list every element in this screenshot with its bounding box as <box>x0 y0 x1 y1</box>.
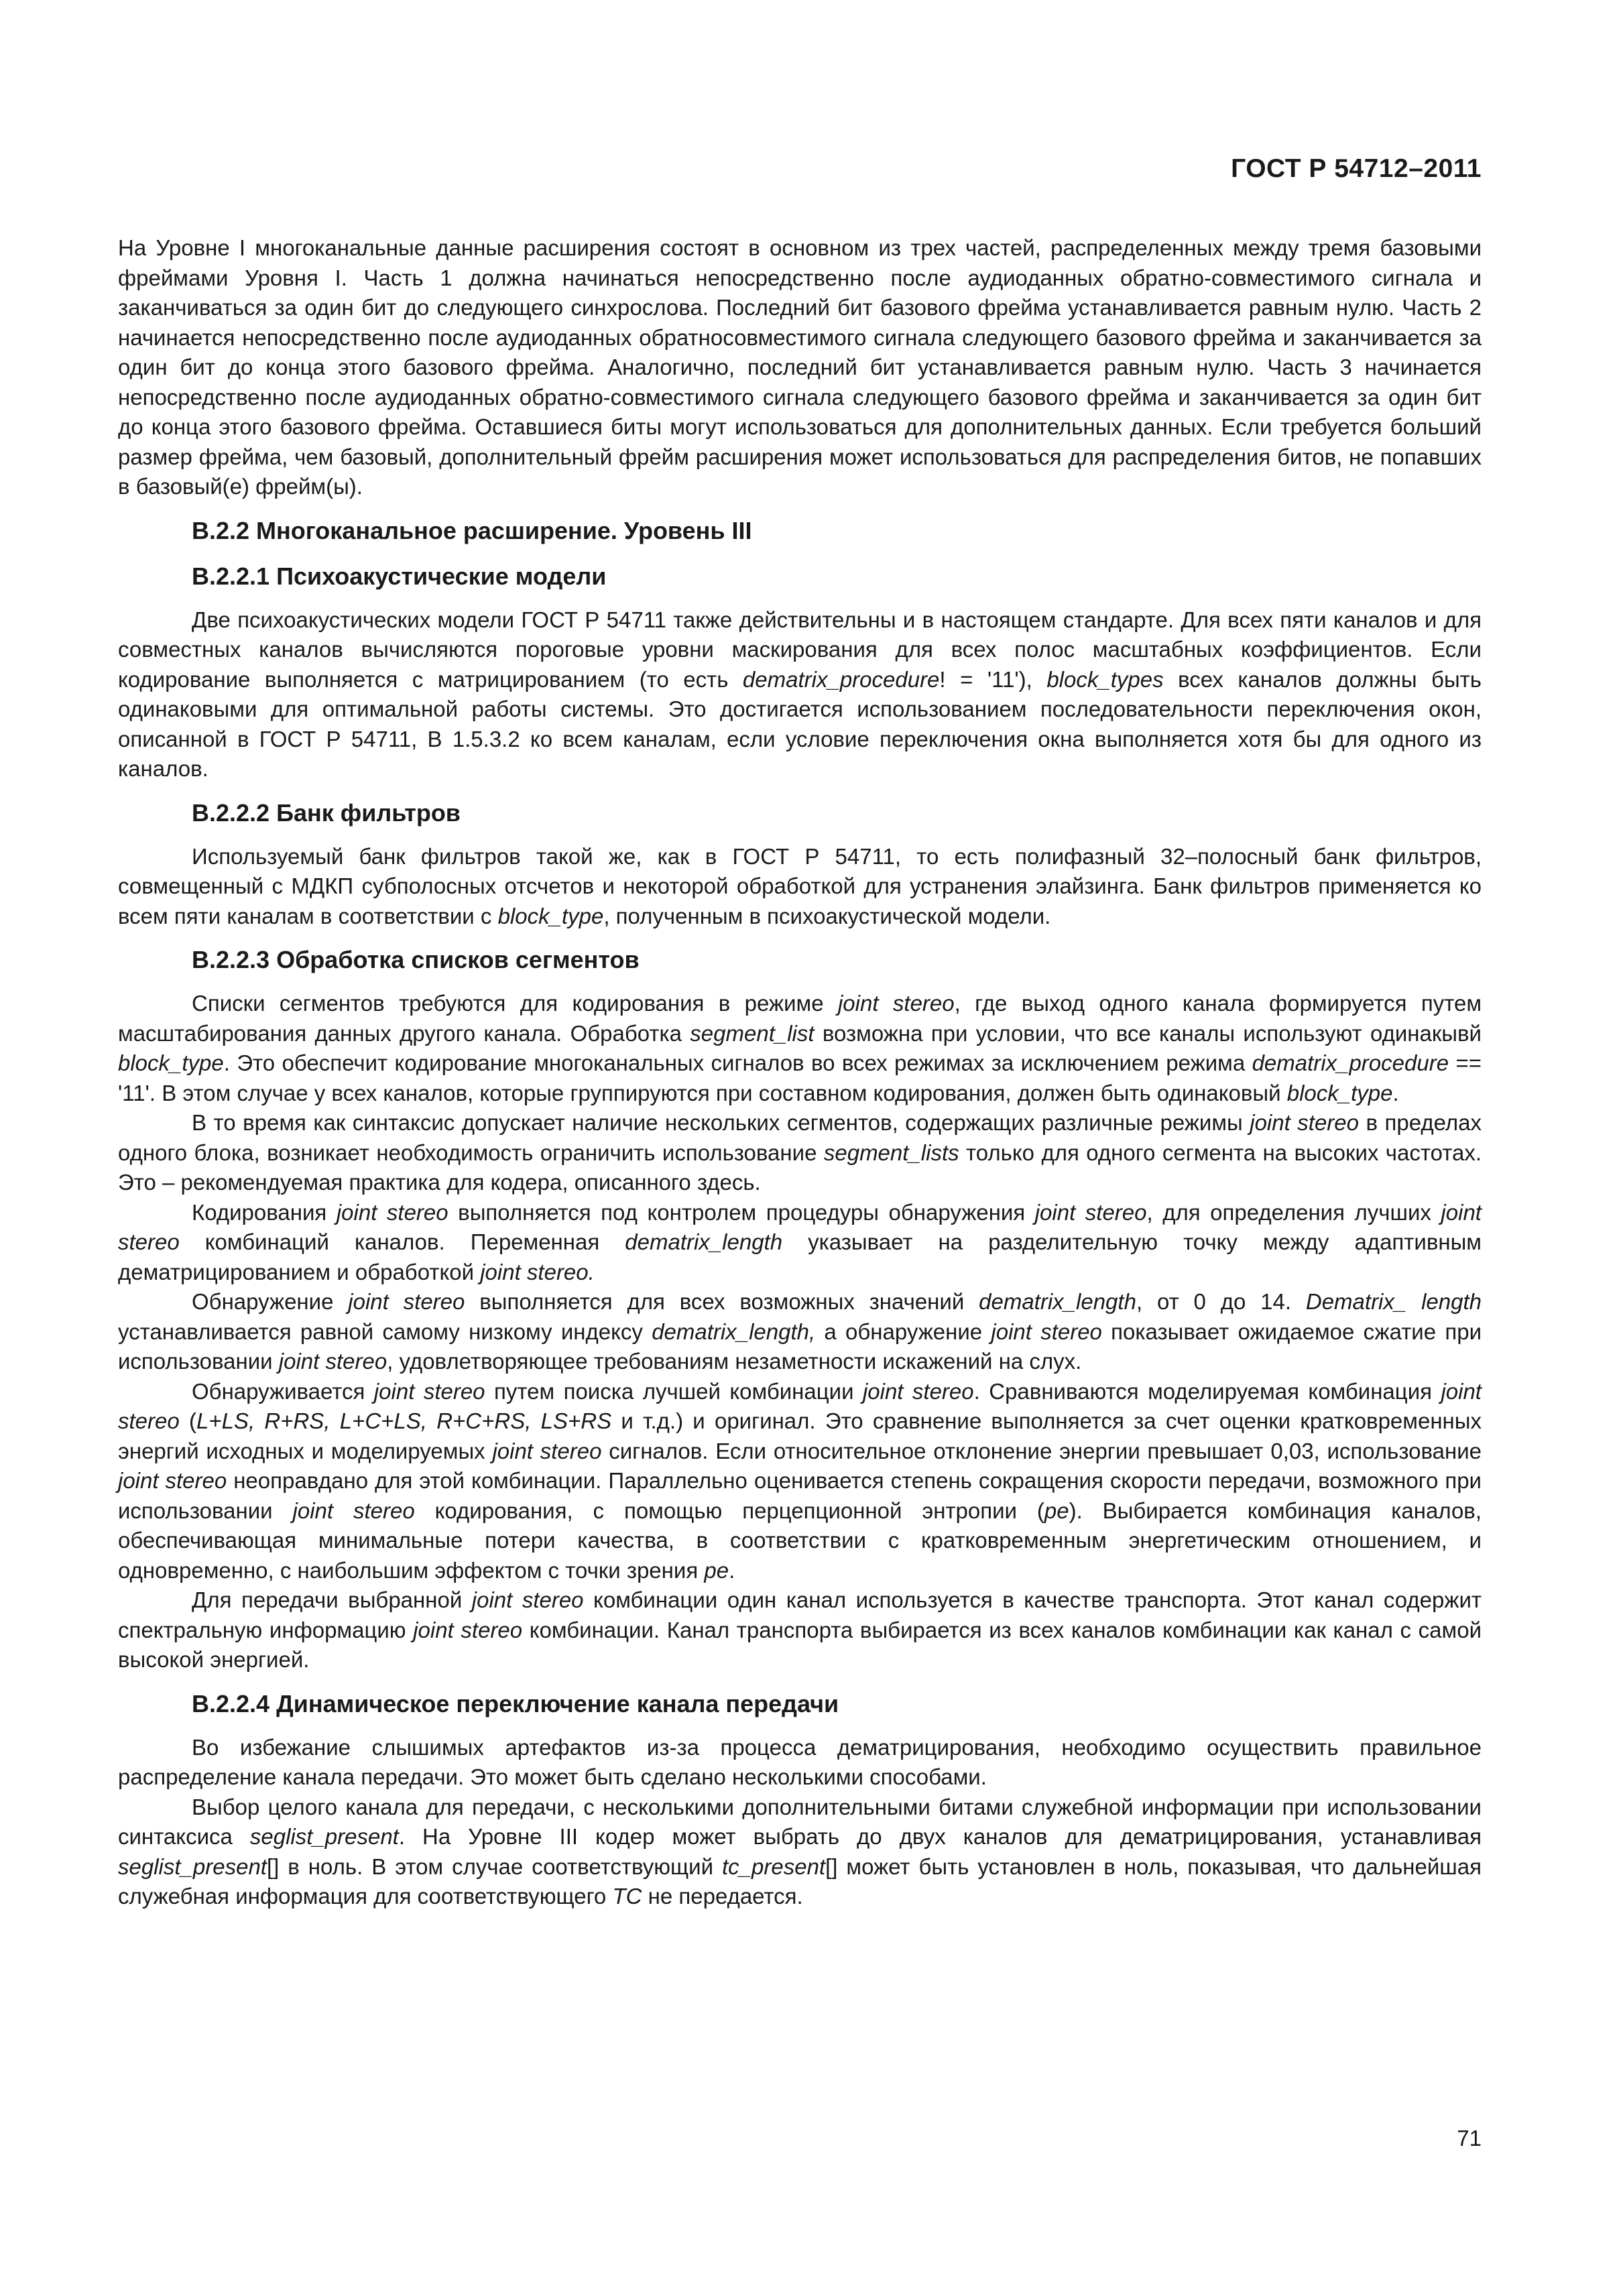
text-run: указывает на разделительную точку между адаптивным дематрицированием и обработкой <box>118 1229 1482 1284</box>
text-run: путем поиска лучшей комбинации <box>485 1378 863 1404</box>
italic-term: dematrix_length <box>625 1229 783 1254</box>
italic-term: joint stereo <box>118 1378 1482 1433</box>
italic-term: pe <box>704 1557 729 1583</box>
text-run: а обнаружение <box>815 1319 991 1344</box>
text-run: . <box>729 1557 735 1583</box>
text-run: . На Уровне III кодер может выбрать до двух каналов для дематрицирования, устанавливая <box>398 1824 1482 1849</box>
text-run: неоправдано для этой комбинации. Параллельно оценивается степень сокращения скорости передачи, возможного при использовании <box>118 1468 1482 1523</box>
text-run: ( <box>179 1408 196 1433</box>
section-heading: B.2.2.3 Обработка списков сегментов <box>192 946 640 973</box>
italic-term: joint stereo. <box>480 1259 595 1284</box>
text-run: Кодирования <box>192 1199 337 1225</box>
italic-term: block_type <box>497 903 604 928</box>
text-run: [] в ноль. В этом случае соответствующий <box>266 1854 722 1879</box>
text-run: ! = '11'), <box>939 666 1047 692</box>
text-run: На Уровне I многоканальные данные расширения состоят в основном из трех частей, распределенных между тремя базовыми фреймами Уровня I. Часть 1 должна начинаться непосредственно после аудиоданных обратно-совместимого сигнала и заканчиваться за один бит до следующего синхрослова. Последний бит базового фрейма устанавливается равным нулю. Часть 2 начинается непосредственно после аудиоданных обратносовместимого сигнала следующего базового фрейма и заканчивается за один бит до конца этого базового фрейма. Аналогично, последний бит устанавливается равным нулю. Часть 3 начинается непосредственно после аудиоданных обратно-совместимого сигнала следующего базового фрейма и заканчивается за один бит до конца этого базового фрейма. Оставшиеся биты могут использоваться для дополнительных данных. Если требуется больший размер фрейма, чем базовый, дополнительный фрейм расширения может использоваться для распределения битов, не попавших в базовый(е) фрейм(ы). <box>118 235 1482 499</box>
text-run: комбинации. Канал транспорта выбирается из всех каналов комбинации как канал с самой высокой энергией. <box>118 1617 1482 1672</box>
italic-term: joint stereo <box>413 1617 523 1642</box>
italic-term: dematrix_length <box>979 1289 1136 1314</box>
italic-term: joint stereo <box>492 1438 602 1463</box>
document-page <box>118 0 1482 2296</box>
text-run: . Это обеспечит кодирование многоканальных сигналов во всех режимах за исключением режима <box>223 1050 1252 1075</box>
text-run: комбинаций каналов. Переменная <box>179 1229 625 1254</box>
text-run: , удовлетворяющее требованиям незаметности искажений на слух. <box>387 1349 1082 1374</box>
italic-term: joint stereo <box>292 1498 415 1523</box>
text-run: Используемый банк фильтров такой же, как в ГОСТ Р 54711, то есть полифазный 32–полосный банк фильтров, совмещенный с МДКП субполосных отсчетов и некоторой обработкой для устранения элайзинга. Банк фильтров применяется ко всем пяти каналам в соответствии с <box>118 843 1482 928</box>
italic-term: joint stereo <box>348 1289 465 1314</box>
text-run: выполняется под контролем процедуры обнаружения <box>448 1199 1035 1225</box>
paragraph <box>118 1377 1482 1586</box>
italic-term: block_type <box>1286 1080 1393 1105</box>
text-run: показывает ожидаемое сжатие при использовании <box>118 1319 1482 1374</box>
italic-term: TC <box>612 1884 642 1909</box>
italic-term: dematrix_procedure <box>1252 1050 1449 1075</box>
text-run: В то время как синтаксис допускает наличие нескольких сегментов, содержащих различные режимы <box>192 1110 1250 1135</box>
paragraph <box>118 1793 1482 1912</box>
section-heading: B.2.2 Многоканальное расширение. Уровень III <box>192 516 752 544</box>
paragraph <box>118 1585 1482 1675</box>
text-run: Две психоакустических модели ГОСТ Р 54711 также действительны и в настоящем стандарте. Для всех пяти каналов и для совместных каналов вычисляются пороговые уровни маскирования для всех полос масштабных коэффициентов. Если кодирование выполняется с матрицированием (то есть <box>118 607 1482 692</box>
text-run: , для определения лучших <box>1146 1199 1441 1225</box>
paragraph <box>118 989 1482 1108</box>
text-run: Обнаруживается <box>192 1378 374 1404</box>
paragraph <box>118 1733 1482 1793</box>
italic-term: joint stereo <box>837 991 955 1016</box>
text-run: только для одного сегмента на высоких частотах. Это – рекомендуемая практика для кодера, описанного здесь. <box>118 1140 1482 1195</box>
italic-term: joint stereo <box>1034 1199 1147 1225</box>
text-run: == '11'. В этом случае у всех каналов, которые группируются при составном кодирования, должен быть одинаковый <box>118 1050 1482 1105</box>
italic-term: dematrix_length, <box>652 1319 816 1344</box>
italic-term: L+LS, R+RS, L+C+LS, R+C+RS, LS+RS <box>196 1408 612 1433</box>
italic-term: segment_list <box>690 1020 815 1046</box>
italic-term: pe <box>1044 1498 1069 1523</box>
paragraph <box>118 1108 1482 1198</box>
text-run: возможна при условии, что все каналы используют одинакывй <box>814 1020 1482 1046</box>
italic-term: joint stereo <box>991 1319 1102 1344</box>
text-run: ). Выбирается комбинация каналов, обеспечивающая минимальные потери качества, в соответствии с кратковременным энергетическим отношением, и одновременно, с наибольшим эффектом с точки зрения <box>118 1498 1482 1583</box>
italic-term: block_type <box>118 1050 224 1075</box>
paragraph <box>118 1198 1482 1288</box>
text-run: устанавливается равной самому низкому индексу <box>118 1319 652 1344</box>
text-run: и т.д.) и оригинал. Это сравнение выполняется за счет оценки кратковременных энергий исходных и моделируемых <box>118 1408 1482 1463</box>
italic-term: joint stereo <box>118 1199 1482 1254</box>
section-heading: B.2.2.4 Динамическое переключение канала передачи <box>192 1689 839 1717</box>
italic-term: joint stereo <box>471 1587 584 1612</box>
paragraph <box>118 605 1482 784</box>
text-run: комбинации один канал используется в качестве транспорта. Этот канал содержит спектральную информацию <box>118 1587 1482 1642</box>
paragraph <box>118 842 1482 932</box>
italic-term: joint stereo <box>373 1378 485 1404</box>
text-run: не передается. <box>642 1884 803 1909</box>
italic-term: seglist_present <box>118 1854 267 1879</box>
text-run: , от 0 до 14. <box>1136 1289 1306 1314</box>
page-number: 71 <box>1457 2126 1482 2151</box>
italic-term: segment_lists <box>823 1140 959 1165</box>
paragraph <box>118 1287 1482 1377</box>
section-heading: B.2.2.2 Банк фильтров <box>192 798 461 827</box>
text-run: кодирования, с помощью перцепционной энтропии ( <box>414 1498 1044 1523</box>
paragraph <box>118 233 1482 502</box>
text-run: сигналов. Если относительное отклонение энергии превышает 0,03, использование <box>601 1438 1482 1463</box>
italic-term: joint stereo <box>862 1378 974 1404</box>
italic-term: seglist_present <box>249 1824 399 1849</box>
text-run: Обнаружение <box>192 1289 349 1314</box>
italic-term: joint stereo <box>1250 1110 1359 1135</box>
text-run: Для передачи выбранной <box>192 1587 472 1612</box>
text-run: . Сравниваются моделируемая комбинация <box>973 1378 1441 1404</box>
text-run: , где выход одного канала формируется путем масштабирования данных другого канала. Обработка <box>118 991 1482 1046</box>
section-heading: B.2.2.1 Психоакустические модели <box>192 562 607 590</box>
text-run: , полученным в психоакустической модели. <box>603 903 1051 928</box>
text-run: Во избежание слышимых артефактов из-за процесса дематрицирования, необходимо осуществить правильное распределение канала передачи. Это может быть сделано несколькими способами. <box>118 1734 1482 1789</box>
text-run: в пределах одного блока, возникает необходимость ограничить использование <box>118 1110 1482 1165</box>
italic-term: block_types <box>1046 666 1164 692</box>
italic-term: joint stereo <box>118 1468 227 1493</box>
text-run: Списки сегментов требуются для кодирования в режиме <box>192 991 838 1016</box>
document-body <box>118 233 1482 1912</box>
italic-term: joint stereo <box>278 1349 387 1374</box>
text-run: Выбор целого канала для передачи, с несколькими дополнительными битами служебной информации при использовании синтаксиса <box>118 1794 1482 1849</box>
text-run: . <box>1392 1080 1399 1105</box>
italic-term: dematrix_procedure <box>742 666 940 692</box>
italic-term: tc_present <box>722 1854 826 1879</box>
italic-term: joint stereo <box>336 1199 448 1225</box>
standard-code-header: ГОСТ Р 54712–2011 <box>1231 154 1482 183</box>
text-run: выполняется для всех возможных значений <box>465 1289 979 1314</box>
italic-term: Dematrix_ length <box>1305 1289 1482 1314</box>
text-run: всех каналов должны быть одинаковыми для оптимальной работы системы. Это достигается использованием последовательности переключения окон, описанной в ГОСТ Р 54711, В 1.5.3.2 ко всем каналам, если условие переключения окна выполняется хотя бы для одного из каналов. <box>118 666 1482 781</box>
text-run: [] может быть установлен в ноль, показывая, что дальнейшая служебная информация для соответствующего <box>118 1854 1482 1909</box>
